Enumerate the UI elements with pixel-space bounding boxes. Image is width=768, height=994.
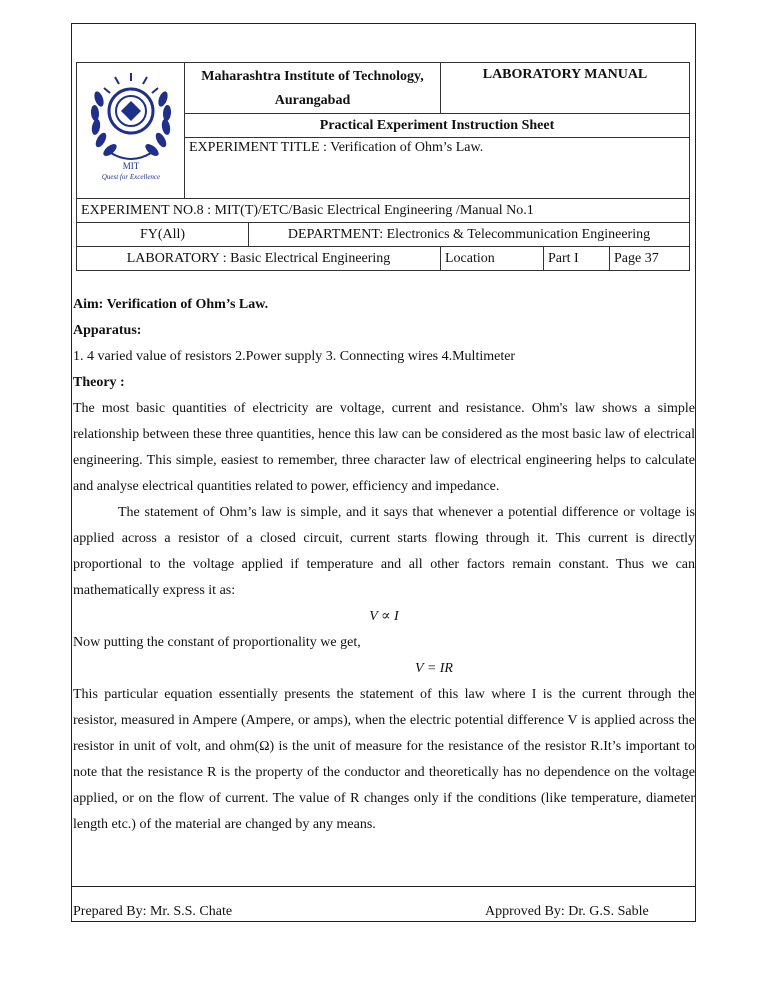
- sheet-title: Practical Experiment Instruction Sheet: [185, 114, 690, 138]
- theory-heading: Theory :: [73, 375, 125, 390]
- aim: Aim: Verification of Ohm’s Law.: [73, 297, 269, 312]
- content-body: [73, 292, 695, 838]
- manual-label: LABORATORY MANUAL: [441, 63, 690, 114]
- constant-line: Now putting the constant of proportionality we get,: [73, 635, 361, 650]
- logo-text: MIT: [122, 161, 139, 171]
- approved-by: Approved By: Dr. G.S. Sable: [485, 904, 649, 919]
- experiment-title: EXPERIMENT TITLE : Verification of Ohm’s Law.: [185, 138, 690, 199]
- location: Location: [441, 247, 544, 271]
- part: Part I: [544, 247, 610, 271]
- theory-paragraph-2: The statement of Ohm’s law is simple, and it says that whenever a potential difference or voltage is applied across a resistor of a closed circuit, current starts flowing through it. This current is directly proportional to the voltage applied if temperature and all other factors remain constant. Thus we can mathematically express it as:: [73, 505, 695, 598]
- experiment-number: EXPERIMENT NO.8 : MIT(T)/ETC/Basic Electrical Engineering /Manual No.1: [77, 199, 690, 223]
- logo-cell: [77, 63, 185, 199]
- year: FY(All): [77, 223, 249, 247]
- theory-paragraph-1: The most basic quantities of electricity are voltage, current and resistance. Ohm's law shows a simple relationship between these three quantities, hence this law can be considered as the most basic law of electrical engineering. This simple, easiest to remember, three character law of electrical engineering helps to calculate and analyse electrical quantities related to power, efficiency and impedance.: [73, 401, 695, 494]
- header-table: [76, 62, 690, 271]
- apparatus-heading: Apparatus:: [73, 323, 142, 338]
- equation-ohms-law: V = IR: [415, 661, 453, 676]
- equation-proportional: V ∝ I: [369, 609, 399, 624]
- footer-divider: [71, 886, 696, 887]
- apparatus-list: 1. 4 varied value of resistors 2.Power supply 3. Connecting wires 4.Multimeter: [73, 349, 516, 364]
- theory-paragraph-3: This particular equation essentially presents the statement of this law where I is the current through the resistor, measured in Ampere (Ampere, or amps), when the electric potential difference V is applied across the resistor in unit of volt, and ohm(Ω) is the unit of measure for the resistance of the resistor R.It’s important to note that the resistance R is the property of the conductor and theoretically has no dependence on the voltage applied, or on the flow of current. The value of R changes only if the conditions (like temperature, diameter length etc.) of the material are changed by any means.: [73, 687, 695, 832]
- logo-tagline: Quest for Excellence: [101, 173, 160, 181]
- page-number: Page 37: [610, 247, 690, 271]
- institute-name: Maharashtra Institute of Technology, Aurangabad: [185, 63, 441, 114]
- prepared-by: Prepared By: Mr. S.S. Chate: [73, 904, 233, 919]
- department: DEPARTMENT: Electronics & Telecommunication Engineering: [249, 223, 690, 247]
- institute-logo: [85, 69, 177, 187]
- laboratory: LABORATORY : Basic Electrical Engineering: [77, 247, 441, 271]
